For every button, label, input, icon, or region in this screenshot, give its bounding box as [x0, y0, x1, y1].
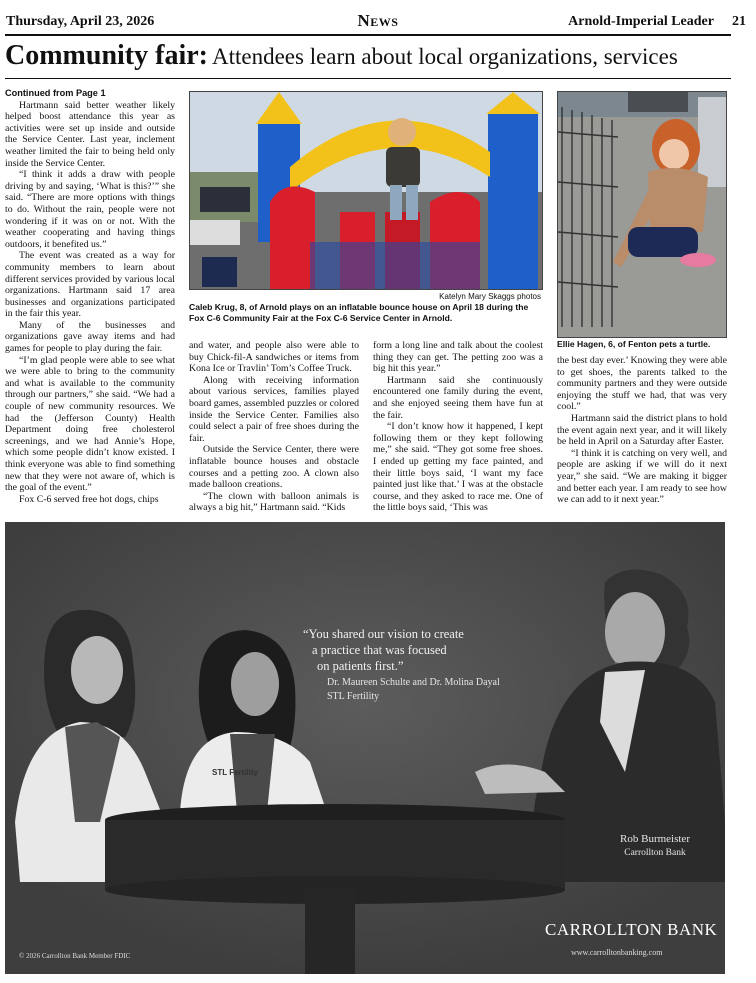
- paragraph: Hartmann said better weather likely helped boost attendance this year as activities were set up inside and outside the Service Center. Last year, inclement weather limited the fair to being held only inside the Service Center.: [5, 99, 175, 169]
- paragraph: Many of the businesses and organizations gave away items and had games for people to play during the fair.: [5, 319, 175, 355]
- quote-line: “You shared our vision to create: [303, 627, 464, 641]
- ad-quote-attribution: [327, 676, 500, 704]
- section-name: News: [357, 11, 399, 30]
- photo-credit: Katelyn Mary Skaggs photos: [439, 292, 541, 301]
- paragraph: Outside the Service Center, there were inflatable bounce houses and obstacle courses and a petting zoo. A clown also made balloon creations.: [189, 444, 359, 491]
- person-org: Carrollton Bank: [624, 848, 686, 858]
- turtle-photo: [557, 91, 727, 338]
- paper-name-and-page: [568, 14, 746, 30]
- headline-main: Community fair:: [5, 40, 208, 71]
- paragraph: Fox C-6 served free hot dogs, chips: [19, 493, 159, 505]
- article-column-2: [189, 340, 359, 514]
- ad-copyright: © 2026 Carrollton Bank Member FDIC: [19, 952, 131, 960]
- continued-label: Continued from Page 1: [5, 88, 106, 98]
- quote-line: a practice that was focused: [312, 643, 447, 657]
- headline: [5, 40, 735, 72]
- article-column-4: [557, 355, 727, 506]
- paragraph: form a long line and talk about the coolest thing they can get. The petting zoo was a big hit this year.”: [373, 340, 543, 375]
- paragraph: “I think it is catching on very well, and people are asking if we will do it next year,” she said. “We are making it bigger and better each year. I am ready to see how we can add to it next year.”: [557, 447, 727, 506]
- ad-person: [610, 832, 700, 860]
- paragraph: “The clown with balloon animals is always a big hit,” Hartmann said. “Kids: [189, 490, 359, 514]
- headline-rule: [5, 78, 731, 79]
- paragraph: “I don’t know how it happened, I kept following them or they kept following me,” she said. “They got some free shoes. I ended up getting my face painted, and their little boys said, ‘I want my face painted just like that.’ I was at the obstacle course, and they asked to race me. One of the little boys said, ‘This was: [373, 421, 543, 514]
- person-name: Rob Burmeister: [620, 833, 690, 845]
- bank-logo: CARROLLTON BANK: [545, 920, 718, 939]
- quote-line: on patients first.”: [317, 659, 404, 673]
- bounce-house-illustration: [190, 92, 542, 289]
- paragraph: Hartmann said the district plans to hold the event again next year, and it will likely be held in April on a Saturday after Easter.: [557, 412, 727, 448]
- paragraph: “I think it adds a draw with people driving by and saying, ‘What is this?’” she said. “There are more options with things to do. Without the rain, people were not wondering if it was on or not. With the weather cooperating and having things outdoors, it benefited us.”: [5, 169, 175, 250]
- headline-sub: Attendees learn about local organizations, services: [211, 44, 678, 69]
- issue-date: Thursday, April 23, 2026: [6, 14, 155, 29]
- paragraph: Along with receiving information about various services, families played board games, assembled puzzles or colored inside the Service Center. Families also could select a pair of free shoes during the fair.: [189, 374, 359, 444]
- paragraph: The event was created as a way for community members to learn about different services provided by various local organizations. Hartmann said 17 area businesses and organizations participated in the fair this year.: [5, 250, 175, 320]
- header-rule: [5, 34, 731, 36]
- attribution-name: Dr. Maureen Schulte and Dr. Molina Dayal: [327, 677, 500, 688]
- coat-embroidery: STL Fertility: [212, 768, 259, 777]
- ad-people-illustration: [5, 522, 725, 974]
- carrollton-bank-ad: [5, 522, 725, 974]
- paper-name: Arnold-Imperial Leader: [568, 14, 714, 29]
- paragraph: the best day ever.’ Knowing they were able to get shoes, the parents talked to the community partners and they were outside enjoying the stuff we had, that was very cool.”: [557, 355, 727, 413]
- bank-url[interactable]: www.carrolltonbanking.com: [571, 948, 663, 957]
- turtle-petting-illustration: [558, 92, 726, 337]
- paragraph: and water, and people also were able to buy Chick-fil-A sandwiches or items from Kona Ice or Travlin’ Tom’s Coffee Truck.: [189, 340, 359, 375]
- page-number: 21: [732, 14, 746, 29]
- attribution-org: STL Fertility: [327, 691, 380, 702]
- paragraph: “I’m glad people were able to see what we were able to bring to the community and what is available to the community through our partners,” she said. “We had a couple of new community resources. We had the (Jefferson County) Health Department doing free cholesterol screenings, and we had Annie’s Hope, which some people didn’t know existed. I think everyone was able to find something new that they were not aware of, which is the goal of the event.”: [5, 354, 175, 494]
- article-column-1: [5, 88, 175, 505]
- bounce-house-photo: [189, 91, 543, 290]
- ad-quote: [303, 626, 464, 674]
- paragraph: Hartmann said she continuously encountered one family during the event, and she enjoyed seeing them have fun at the fair.: [373, 374, 543, 421]
- photo2-caption: Ellie Hagen, 6, of Fenton pets a turtle.: [557, 339, 711, 349]
- photo1-caption: Caleb Krug, 8, of Arnold plays on an inflatable bounce house on April 18 during the Fox C-6 Community Fair at the Fox C-6 Service Center in Arnold.: [189, 302, 529, 323]
- article-column-3: [373, 340, 543, 514]
